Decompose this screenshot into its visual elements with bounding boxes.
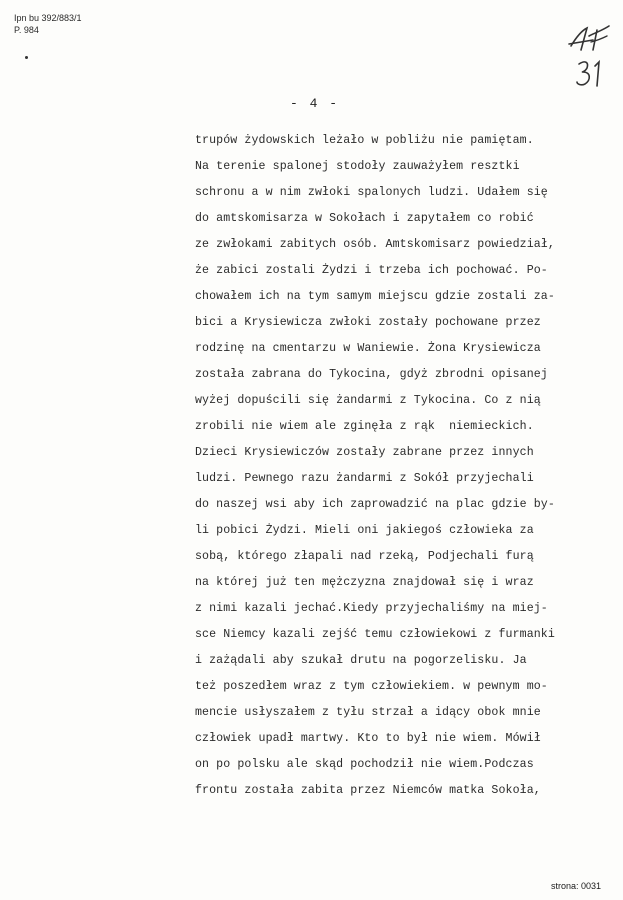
text-line: Na terenie spalonej stodoły zauważyłem resztki [195, 160, 520, 173]
text-line: zrobili nie wiem ale zginęła z rąk niemieckich. [195, 420, 534, 433]
text-line: wyżej dopuścili się żandarmi z Tykocina. Co z nią [195, 394, 541, 407]
text-line: została zabrana do Tykocina, gdyż zbrodni opisanej [195, 368, 548, 381]
page-stamp: strona: 0031 [551, 881, 602, 891]
text-line: schronu a w nim zwłoki spalonych ludzi. Udałem się [195, 186, 548, 199]
text-line: frontu została zabita przez Niemców matka Sokoła, [195, 784, 541, 797]
text-line: też poszedłem wraz z tym człowiekiem. w pewnym mo- [195, 680, 548, 693]
text-line: sce Niemcy kazali zejść temu człowiekowi z furmanki [195, 628, 555, 641]
text-line: chowałem ich na tym samym miejscu gdzie zostali za- [195, 290, 555, 303]
text-line: ze zwłokami zabitych osób. Amtskomisarz powiedział, [195, 238, 555, 251]
text-line: Dzieci Krysiewiczów zostały zabrane przez innych [195, 446, 534, 459]
text-line: rodzinę na cmentarzu w Waniewie. Żona Krysiewicza [195, 342, 541, 355]
text-line: i zażądali aby szukał drutu na pogorzelisku. Ja [195, 654, 527, 667]
text-line: mencie usłyszałem z tyłu strzał a idący obok mnie [195, 706, 541, 719]
page-number-marker: - 4 - [290, 96, 340, 111]
text-line: li pobici Żydzi. Mieli oni jakiegoś człowieka za [195, 524, 534, 537]
archive-reference-line-2: P. 984 [14, 25, 39, 35]
text-line: człowiek upadł martwy. Kto to był nie wiem. Mówił [195, 732, 541, 745]
archive-reference [14, 12, 82, 36]
text-line: że zabici zostali Żydzi i trzeba ich pochować. Po- [195, 264, 548, 277]
text-line: do naszej wsi aby ich zaprowadzić na plac gdzie by- [195, 498, 555, 511]
ink-dot [25, 56, 28, 59]
text-line: sobą, którego złapali nad rzeką, Podjechali furą [195, 550, 534, 563]
text-line: z nimi kazali jechać.Kiedy przyjechaliśmy na miej- [195, 602, 548, 615]
archive-reference-line-1: Ipn bu 392/883/1 [14, 13, 82, 23]
handwritten-folio-numbers [563, 22, 613, 92]
text-line: on po polsku ale skąd pochodził nie wiem.Podczas [195, 758, 534, 771]
text-line: bici a Krysiewicza zwłoki zostały pochowane przez [195, 316, 541, 329]
text-line: do amtskomisarza w Sokołach i zapytałem co robić [195, 212, 534, 225]
text-line: trupów żydowskich leżało w pobliżu nie pamiętam. [195, 134, 534, 147]
text-line: na której już ten mężczyzna znajdował się i wraz [195, 576, 534, 589]
text-line: ludzi. Pewnego razu żandarmi z Sokół przyjechali [195, 472, 534, 485]
typewritten-body [195, 128, 595, 804]
